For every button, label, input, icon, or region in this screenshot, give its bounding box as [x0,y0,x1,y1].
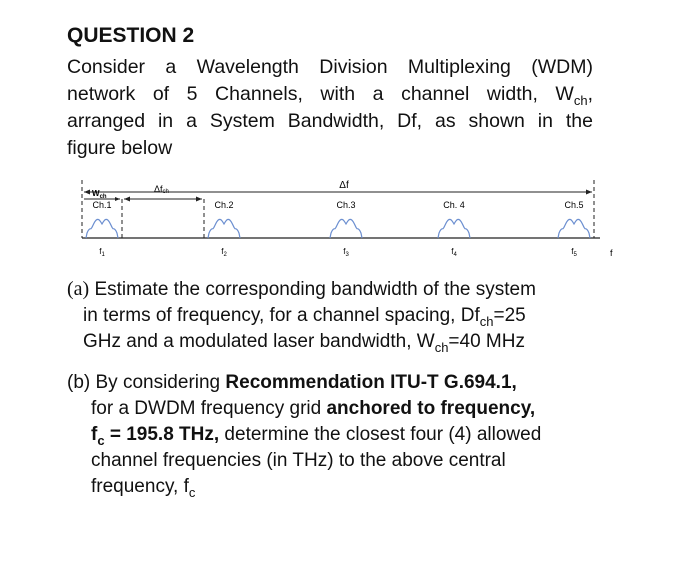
intro-line-3: arranged in a System Bandwidth, Df, as shown in the [67,110,593,132]
part-a-line-3-end: =40 MHz [448,331,525,352]
channel-freq-2: $f_2$ [221,247,227,258]
part-a-line-3-text: GHz and a modulated laser bandwidth, W [83,331,435,352]
frequency-axis-label: f [610,248,613,258]
question-intro [67,54,593,162]
width-arrow-head [115,197,120,201]
channel-spectrum-2 [208,219,240,238]
part-b-line-2 [67,396,627,422]
part-b-line-3-fc: f [91,424,98,445]
channel-label-1: Ch.1 [92,200,112,210]
channel-width-label-main: W [92,189,100,198]
channel-group [86,200,590,258]
channel-label-4: Ch. 4 [443,200,465,210]
intro-line-1: Consider a Wavelength Division Multiplexing (WDM) [67,56,593,78]
question-title: QUESTION 2 [67,24,195,47]
channel-label-5: Ch.5 [564,200,584,210]
part-b-line-2-text: for a DWDM frequency grid [91,398,327,419]
part-b-line-5-sub: c [188,485,196,500]
part-a-line-2 [67,303,627,329]
part-b-line-3 [67,422,627,448]
spacing-arrow-right-head [196,197,202,202]
part-b-line-5 [67,474,627,500]
wdm-channel-figure [78,172,638,272]
part-b [67,370,627,500]
part-a-line-2-text: in terms of frequency, for a channel spacing, Df [83,305,480,326]
total-bandwidth-label: Δf [339,180,349,191]
channel-spectrum-3 [330,219,362,238]
channel-width-label-sub: ch [99,194,107,200]
channel-freq-1: $f_1$ [99,247,105,258]
part-b-line-3-bold [91,424,220,448]
intro-line-2 [67,81,593,108]
channel-spectrum-1 [86,219,118,238]
part-a-line-2-sub: ch [479,314,494,329]
channel-spacing-label-main: Δf [154,184,163,194]
part-a-label: (a) [67,278,90,300]
intro-line-2-end: , [587,83,593,105]
part-b-line-3-value: = 195.8 THz, [104,424,220,445]
channel-spectrum-4 [438,219,470,238]
part-b-line-2-bold: anchored to frequency, [326,398,536,419]
channel-spacing-label-sub: ch [162,189,169,195]
intro-line-4: figure below [67,137,173,159]
part-b-line-3-sub: c [97,433,105,448]
part-a-line-2-end: =25 [493,305,526,326]
channel-freq-5: $f_5$ [571,247,577,258]
part-b-line-1-bold: Recommendation ITU-T G.694.1, [225,372,517,393]
intro-line-2-sub: ch [573,93,588,108]
part-b-line-1 [67,372,517,393]
part-b-line-3-text: determine the closest four (4) allowed [219,424,542,445]
part-a-line-3 [67,329,627,355]
part-b-line-1-text: (b) By considering [67,372,226,393]
part-a [67,276,627,355]
total-arrow-left-head [84,190,90,195]
channel-label-2: Ch.2 [214,200,234,210]
spacing-arrow-left-head [124,197,130,202]
channel-label-3: Ch.3 [336,200,356,210]
channel-width-label [92,189,107,200]
part-a-line-1-text: Estimate the corresponding bandwidth of the system [89,279,536,300]
intro-line-2-text: network of 5 Channels, with a channel width, W [67,83,574,105]
channel-freq-4: $f_4$ [451,247,457,258]
channel-spacing-label [154,184,169,195]
part-b-line-4: channel frequencies (in THz) to the above central [91,450,506,471]
part-a-line-1 [67,279,536,300]
channel-spectrum-5 [558,219,590,238]
part-b-line-5-text: frequency, f [91,476,189,497]
part-a-line-3-sub: ch [434,340,449,355]
channel-freq-3: $f_3$ [343,247,349,258]
total-arrow-right-head [586,190,592,195]
